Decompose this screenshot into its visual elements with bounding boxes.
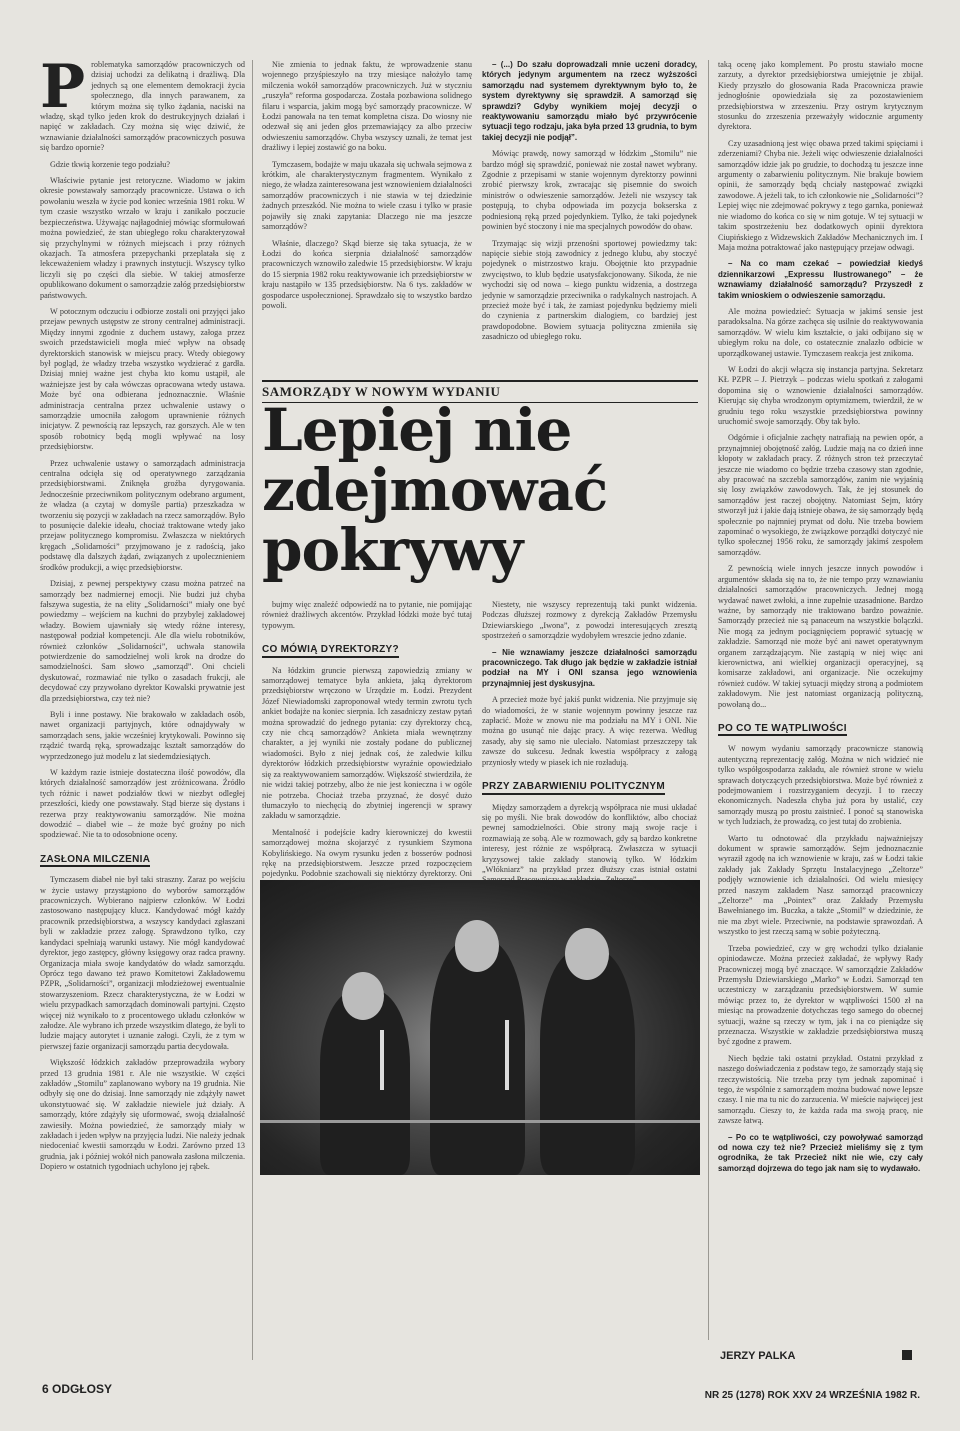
column-rule bbox=[252, 60, 253, 1360]
paragraph-quote: – Po co te wątpliwości, czy powoływać samorząd od nowa czy też nie? Przecież mieliśmy się z tym ogrodnika, że tak Przecież nikt nie wie, czy cały samorząd dojrzewa do tego jak nam się to wydawało. bbox=[718, 1132, 923, 1173]
photo-microphone bbox=[380, 1030, 384, 1090]
paragraph: Właściwie pytanie jest retoryczne. Wiadomo w jakim okresie powstawały samorządy pracownicze. Ustawa o ich powołaniu weszła w życie pod koniec września 1981 roku. W tym czasie wszystko wrzało w kraju i zanikało poczucie bezpieczeństwa. Używając najłagodniej mówiąc sformułowań można powiedzieć, że stan ubiegłego roku charakteryzował się przychylnymi w różnych miejscach i przy różnych okazjach. Ta atmosfera przepychanki przeplatała się z lekceważeniem władzy i prawnych instytucji. Wszyscy tylko liczyli się po części dla siebie. W takiej atmosferze opublikowano dokument o samorządzie załóg przedsiębiorstw państwowych. bbox=[40, 176, 245, 300]
photo-face bbox=[565, 928, 609, 980]
column-2-lower bbox=[262, 600, 472, 879]
page-label: 6 ODGŁOSY bbox=[42, 1382, 113, 1396]
dropcap: P bbox=[40, 52, 86, 122]
headline-line-1: Lepiej nie zdejmować bbox=[262, 396, 608, 524]
paragraph: Między samorządem a dyrekcją współpraca nie musi układać się po myśli. Nie brak dowodów do konfliktów, albo chociaż pewnej samodzielności. Obie strony mają swoje racje i rozmawiają ze sobą. Ale w rozmowach, gdy są bardzo konkretne interesy, jest różnie ze współpracą. Zwłaszcza w sytuacji kryzysowej takie zakłady stanowią tylko. W łódzkim „Włókniarz” na przykład przez dłuższy czas istniał ostatni bbox=[482, 802, 697, 874]
column-4 bbox=[718, 60, 923, 1345]
paragraph: Ale można powiedzieć: Sytuacja w jakimś sensie jest paradoksalna. Na górze zachęca się usilnie do reaktywowania samorządów. W wielu kim kształcie, o jaki odbijano się w ubiegłym roku na dole, co ostatecznie znalazło odbicie w uporządkowanej ustawie. Tymczasem reakcja jest znikoma. bbox=[718, 306, 923, 358]
paragraph: Czy uzasadnioną jest więc obawa przed takimi spięciami i zderzeniami? Chyba nie. Jeżeli więc odwieszenie działalności samorządów idzie jak po grudzie, to dochodzą tu jeszcze inne argumenty o zabarwieniu politycznym. Nie brakuje bowiem opinii, że samorządy będą chciały następować związki zawodowe. A jeżeli tak, to ich członkowie nie „Solidarności”? Lepiej więc nie zdejmować pokrywy z tego garnka, ponieważ nie wiadomo do końca co się w nim gotuje. W tej sytuacji w takim spostrzeżeniu bez dodatkowych opinii dyrektora Ciupińskiego z Widzewskich Zakładów Mechanicznych im. I Maja można potraktować jako następujący przejaw odwagi. bbox=[718, 138, 923, 252]
paragraph: W potocznym odczuciu i odbiorze zostali oni przyjęci jako przejaw pewnych ustępstw ze strony centralnej administracji. Między innymi zgodnie z duchem ustawy, załoga przez swoich przedstawicieli mogła mieć wpływ na obsadę dyrektorskich stanowisk w miejscu pracy. Wtedy obiegowy był pogląd, że władzy trzeba wszystko wydzierać z gardła. Dzisiaj mniej ważne jest chyba kto komu ustąpił, ale ważniejsze jest by cała wówczas opracowana wtedy ustawa. Może być ona odbierana jednoznacznie. Właśnie administracja centralna przez uchwalenie ustawy o samorządzie umocniła załogom uprawnienie różnych inicjatyw. Z pewnością raz lepszych, raz gorszych. Ale w ten sposób robotnicy będą mogli wpływać na losy przedsiębiorstw. bbox=[40, 306, 245, 452]
paragraph: taką ocenę jako komplement. Po prostu stawiało mocne zarzuty, a dyrektor przedsiębiorstwa umiejętnie je zbijał. Kiedy przyszło do głosowania Rada Pracownicza prawie jednogłośnie opowiedziała się za pozostawieniem przedsiębiorstwa w zrzeszeniu. Przy ostrym krytycznym stosunku do zrzeszenia przeważyły widocznie argumenty dyrektora. bbox=[718, 60, 923, 132]
paragraph: W nowym wydaniu samorządy pracownicze stanowią autentyczną reprezentację załóg. Można w nich widzieć nie tylko współgospodarza zakładu, ale również strone w wielu sprawach dotyczących przedsiębiorstwa. Może być również z podejmowaniem i rozstrzyganiem decyzji. I to rzeczy ekonomicznych. Nadeszła chyba już pora by ustalić, czy samorządy muszą po prostu zaistnieć. I ponoć są stanowiska w tych ludziach, że prowadzą, co jest tutaj do zrobienia. bbox=[718, 744, 923, 827]
photo-table bbox=[260, 1120, 700, 1123]
subheading-zabarwienie: PRZY ZABARWIENIU POLITYCZNYM bbox=[482, 782, 665, 794]
photo-figure bbox=[430, 940, 525, 1175]
paragraph-quote: – Nie wznawiamy jeszcze działalności samorządu pracowniczego. Tak długo jak będzie w zakładzie istniał podział na MY i ONI szansa jego wznowienia przynajmniej jest dyskusyjna. bbox=[482, 647, 697, 688]
end-mark-icon bbox=[902, 1350, 912, 1360]
paragraph: Dzisiaj, z pewnej perspektywy czasu można patrzeć na samorządy bez nadmiernej emocji. Nie budzi już chyba fałszywa sugestia, że na elity „Solidarności” miały one być powiedzmy – wejściem na kuchni do przybylej zakładowej władzy. Bowiem ujawniały się wtedy różne interesy, następował podział kompetencji. Ale dla wielu robotników, również członków „Solidarności”, uchwała stanowiła potwierdzenie do samodzielnej woli krok na drodze do samodzielności. Sam słowo „samorząd”. Oni chcieli dyskutować, rozmawiać nie tylko o zasadach frukcji, ale decydować czy przywołano dyrektor Kowalski prywatnie jest dla przedsiębiorstwa, czy też nie? bbox=[40, 579, 245, 703]
paragraph: Tymczasem diabeł nie był taki straszny. Zaraz po wejściu w życie ustawy przystąpiono do wyborów samorządów pracowniczych. Wybierano najpierw członków. W Łodzi zastosowano następujący klucz. Kandydować mógł każdy pracownik przedsiębiorstwa, a wszyscy kandydaci zgłaszani byli w zakładzie przez załogę. Sprawdzono tylko, czy kandydaci spełniają warunki ustawy. Nie mógł kandydować dyrektor, jego zastępcy, główny księgowy oraz radca prawny. Organizacja miała swoje kandydatów do władz samorządu. Oprócz tego dawano też prawo Komitetowi Zakładowemu PZPR, „Solidarności”, organizacji młodzieżowej ewentualnie stowarzyszeniom. Rzecz charakterystyczna, że w Łodzi w wielu przypadkach samorządach dominowali partyjni. Często więcej niż wynikało to z procentowego układu członków w załodze. Ale wybrano ich przede wszystkim dlatego, że byli to ludzie mający autorytet i uznanie załogi. Czyli, że z tym w pierwszej fazie organizacji samorządu partia decydowała. bbox=[40, 875, 245, 1051]
paragraph: A przecież może być jakiś punkt widzenia. Nie przyjmuje się do wiadomości, że w stanie wojennym powinny jeszcze raz zapłacić. Może w znowu nie ma podziału na MY i ONI. Nie można go usunąć nie dając pracy. A więc rezerwa. Według zasady, aby się samo nie uleciało. Natomiast przeszczepy tak zawsze do sukcesu. Jednak kwestia współpracy z załogą przyniosły wtedy w piasek ich nie rozładują. bbox=[482, 695, 697, 767]
subheading-watpliwosci: PO CO TE WĄTPLIWOŚCI bbox=[718, 724, 847, 736]
paragraph: roblematyka samorządów pracowniczych od dzisiaj uchodzi za delikatną i drażliwą. Dla jednych są one elementem demokracji życia społecznego, dla innych parawanem, za którym można się tylko żądania, naciski na władzę, skąd tylko jeden krok do destrukcyjnych działań i napięć w zakładach. Czy można się więc dziwić, że wznawianie działalności samorządów pracowniczych posuwa się bardzo opornie? bbox=[40, 60, 245, 153]
column-3-top bbox=[482, 60, 697, 370]
paragraph: Mówiąc prawdę, nowy samorząd w łódzkim „Stomilu” nie bardzo mógł się sprawdzić, ponieważ nie został nawet wybrany. Zgodnie z przepisami w stanie wojennym dyrektorzy powinni zrobić pierwszy krok, zwracając się pisemnie do swoich ministrów o odwieszenie samorządów. Jeżeli nie wszyscy tak postępują, to chyba odpowiada im pozycja bokserska z podniesioną ręką przed pojedynkiem. Tylko, że taki pojedynek powinien być stoczony i nie ma specjalnych powodów do obaw. bbox=[482, 149, 697, 232]
paragraph: W każdym razie istnieje dostateczna ilość powodów, dla których działalność samorządów jest zróżnicowana. Źródło tych różnic i nawet podziałów tkwi w niezbyt odległej przeszłości, kiedy one powstawały. Stąd bierze się dystans i rezerwa przy reaktywowaniu samorządów. Nie można dowodzić – diabeł wie – że może być groźny po nich spodziewać. Nie ta to odosobnione oceny. bbox=[40, 768, 245, 840]
author-byline: JERZY PALKA bbox=[720, 1350, 796, 1362]
column-rule bbox=[708, 60, 709, 1340]
paragraph: Gdzie tkwią korzenie tego podziału? bbox=[50, 159, 171, 169]
paragraph: Właśnie, dlaczego? Skąd bierze się taka sytuacja, że w Łodzi do końca sierpnia działalność samorządów pracowniczych wznowiło zaledwie 15 przedsiębiorstw. W kraju do 15 sierpnia 1982 roku reaktywowanie ich przedsiębiorstw w kraju nastąpiło w 135 przedsiębiorstw. Na 6 tys. zakładów w gospodarce uspołecznionej. Sprawdzało się to wszystko bardzo powoli. bbox=[262, 238, 472, 310]
paragraph-quote: – Na co mam czekać – powiedział kiedyś dziennikarzowi „Expressu Ilustrowanego” – że wznawiamy działalność samorządu? Przyszedł z takim wnioskiem o odwieszenie samorządu. bbox=[718, 259, 923, 300]
paragraph: Odgórnie i oficjalnie zachęty natrafiają na pewien opór, a przynajmniej obojętność załóg. Ludzie mają na co dzień inne kłopoty w zakładach pracy. Z różnych stron też przeczytać jeszcze nie wiadomo co będzie trzeba czasowy stan zgodnie, aby pracować na szczebla samorządów, zanim nie wyjaśnią się losy związków zawodowych. Tak, że jej stosunek do samorządów jest raczej obojętny. Natomiast Sejm, który stworzył już i jakie dają istnieje obawa, że się samorządy będą społecznie po najmniej prymat od dołu. Nie trzeba bowiem zapominać o wysokiego, że związkowe porządki dotyczyć nie tylko społecznej 1956 roku, że samorządy jakimś zespołem samorządów. bbox=[718, 433, 923, 557]
photo-face bbox=[455, 920, 499, 972]
article-kicker: SAMORZĄDY W NOWYM WYDANIU bbox=[262, 380, 698, 403]
paragraph: Niech będzie taki ostatni przykład. Ostatni przykład z naszego doświadczenia z podstaw tego, że samorządy stają się rzeczywistością. Nie trzeba przy tym jednak zapominać i tego, że wspólnie z samorządem można budować nowe lepsze czasy. I nie ma tu nic do zarzucenia. W mieście najwięcej jest samorządu. Cieszy to, że każda rada ma swoją pracę, nie zawsze łatwą. bbox=[718, 1053, 923, 1126]
paragraph: Z pewnością wiele innych jeszcze innych powodów i argumentów składa się na to, że nie tempo przy wznawianiu działalności samorządów pracowniczych. Jednej mogą wydawać nawet zwłoki, a inne zupełnie uzasadnione. Bardzo ważne, by samorządy nie traktowano bardzo poważnie. Samorządy przecież nie są panaceum na wszystkie bolączki. Nie mogą za jednym pociągnięciem poprawić sytuację w zakładzie. Samorząd nie może być ani nawet operatywnym organem zarządzającym. Nie zastąpią w niej więc ani kierownictwa, ani wielkiej organizacji operacyjnej, są komisarze zakładowi, ani organizacje. Nie oczekujmy również cudów. W takiej sytuacji między stroną a podmiotem zakładowym. Nie jest natomiast organizacją polityczną, powołaną do... bbox=[718, 564, 923, 709]
photo-figure bbox=[540, 950, 635, 1175]
paragraph: Trzymając się wizji przenośni sportowej powiedzmy tak: napięcie siebie stoją zawodnicy z jednego klubu, aby stoczyć pojedynek o mistrzostwo kraju. Obojętnie kto przypadnie zwycięstwo, to klub będzie usatysfakcjonowany. Sikoda, że nie wychodzi się od nowa – kiego punktu widzenia, a dostrzega jedynie w samorządzie przeciwnika o radykalnych nastrojach. A przecież może być i tak, że zamiast pojedynku będziemy mieli do czynienia z partnerskim dialogiem, co bardziej jest prawdopodobne. Bowiem sytuacja polityczna zmieniła się zasadniczo od ubiegłego roku. bbox=[482, 238, 697, 342]
paragraph-quote: – (...) Do szału doprowadzali mnie uczeni doradcy, których jedynym argumentem na rzecz wyższości samorządu nad systemem dyrektywnym było to, że system dyrektywny się sprawdził. A samorząd się sprawdzi? Gdyby wynikiem mojej decyzji o reaktywowaniu samorządu miało być przywrócenie sytuacji tego rodzaju, jaka była przed 13 grudnia, to bym takiej decyzji nie podjął”. bbox=[482, 60, 697, 142]
paragraph: Na łódzkim gruncie pierwszą zapowiedzią zmiany w samorządowej tematyce była ankieta, jaką dyrektorom przedsiębiorstw wręczono w Urzędzie m. Łodzi. Prezydent Józef Niewiadomski zaproponował wtedy termin zwrotu tych ankiet bodajże na koniec sierpnia. Ich zasadniczy zestaw pytań można sprowadzić do jednego pytania: czy dyrektorzy chcą, czy nie chcą samorządów? Ankieta miała wewnętrzny charakter, a jej wyniki nie zostały podane do publicznej wiadomości. Było z niej jednak coś, że zaledwie kilku dyrektorów łódzkich przedsiębiorstw wyraźnie opowiedziało się za reaktywowaniem samorządów. Większość stwierdziła, że nie widzi takiej potrzeby, albo że nie jest konieczna i w ogóle nie potrzeba. Chociaż trzeba przyznać, że dosyć dużo tłumaczyło to niechęcią do zbytniej ingerencji w sprawy zakładu w samorządzie. bbox=[262, 665, 472, 821]
paragraph: Byli i inne postawy. Nie brakowało w zakładach osób, nawet organizacji partyjnych, które odnajdywały w samorządach sens, jakie wcześniej krytykowali. Powinno się rządzić twardą ręką, sprowadzając kształt samorządów do wyprzedzonego już modelu z lat siedemdziesiątych. bbox=[40, 709, 245, 761]
paragraph: Tymczasem, bodajże w maju ukazała się uchwała sejmowa z krótkim, ale charakterystycznym fragmentem. Wynikało z niego, że władza zainteresowana jest wznowieniem działalności samorządów pracowniczych i nie stawia w tej dziedzinie żadnych przeszkód. Nie można to wiele czasu i tylko w prasie pojawiły się znaki zapytania: Dlaczego nie ma jeszcze samorządów? bbox=[262, 159, 472, 232]
paragraph: Mentalność i podejście kadry kierowniczej do kwestii samorządowej można skojarzyć z rysunkiem Szymona Kobylińskiego. Na owym rysunku jeden z bosserów podnosi rękę na przedsiębiorstwem. Jeszcze przed rozpoczęciem pojedynku. Podobnie szachowali się niektórzy dyrektorzy. Oni bbox=[262, 827, 472, 879]
subheading-zaslona: ZASŁONA MILCZENIA bbox=[40, 855, 150, 867]
paragraph: Trzeba powiedzieć, czy w grę wchodzi tylko działanie opiniodawcze. Można przecież zakładać, że wpływy Rady Pracowniczej mogą być znaczące. W samorządzie Zakładów Przemysłu Dziewiarskiego „Marko” w Łodzi. Samorząd ten uczestniczy w zarządzaniu przedsiębiorstwem. W sumie mówiąc przez to, że dyrektor w wątpliwości 1500 zł na miesiąc na prowadzenie dotychczas tego samego do obecnej sytuacji, ważne są rzeczy w tym, jak i na co pieniądze się przeznacza. Wszystkie w zakładzie przedsiębiorstwa muszą być zgodne z prawem. bbox=[718, 943, 923, 1047]
column-2-top bbox=[262, 60, 472, 370]
column-1 bbox=[40, 52, 245, 1370]
photo-meeting bbox=[260, 880, 700, 1175]
paragraph: Większość łódzkich zakładów przeprowadziła wybory przed 13 grudnia 1981 r. Ale nie wszystkie. W części zakładów „Stomilu” zaplanowano wybory na 19 grudnia. Nie odbyły się one do dzisiaj. Inne samorządy nie zdążyły nawet ukonstytuować się. W zakładzie niewiele już działy. A samorządy, które zdążyły się uformować, swoją działalność zawiesiły. Można powiedzieć, że samorządy miały w zakładach i jeden wpływ na przyjęcia ludzi. Nie należy jednak niedoceniać kwestii samorządu w Łodzi. Zarówno przed 13 grudnia, jak i później wokół nich panowała zasłona milczenia. Dopiero w ostatnich tygodniach uchylono jej rąbek. bbox=[40, 1058, 245, 1172]
subheading-dyrektorzy: CO MÓWIĄ DYREKTORZY? bbox=[262, 645, 399, 657]
photo-face bbox=[342, 972, 384, 1020]
headline bbox=[262, 396, 702, 584]
paragraph: Nie zmienia to jednak faktu, że wprowadzenie stanu wojennego przyśpieszyło na trzy miesiące nałożyło tamę milczenia wokół samorządów pracowniczych. Już w styczniu „ruszyła” reforma gospodarcza. Została pozbawiona solidnego filaru i wsparcia, jakim mogą być samorządy pracownicze. W Łodzi panowała na ten temat kompletna cisza. Do wiosny nie odezwał się ani jeden głos przemawiający za albo przeciw odwieszeniu samorządów. Chyba wszyscy uznali, że temat jest drażliwy i lepiej zostawić go na boku. bbox=[262, 60, 472, 153]
paragraph: W Łodzi do akcji włącza się instancja partyjna. Sekretarz KŁ PZPR – J. Pietrzyk – podczas wielu spotkań z załogami dopomina się o wznowienie działalności samorządów. Kierując się chyba wrodzonym optymizmem, twierdził, że w grudniu tego roku wszystkie przedsiębiorstwa powinny uruchomić swoje samorządy. Oby tak było. bbox=[718, 364, 923, 426]
headline-line-2: pokrywy bbox=[262, 516, 523, 584]
issue-info: NR 25 (1278) ROK XXV 24 WRZEŚNIA 1982 R. bbox=[704, 1390, 920, 1401]
column-3-lower bbox=[482, 600, 697, 872]
paragraph: Niestety, nie wszyscy reprezentują taki punkt widzenia. Podczas dłuższej rozmowy z dyrekcją Zakładów Przemysłu Dziewiarskiego „Iwona”, z powodzi interesujących zresztą spostrzeżeń o samorządzie wydobyłem wreszcie jedno zdanie. bbox=[482, 600, 697, 641]
paragraph: bujmy więc znaleźć odpowiedź na to pytanie, nie pomijając również drażliwych akcentów. Przykład łódzki może być tutaj typowym. bbox=[262, 600, 472, 630]
photo-microphone bbox=[505, 1020, 509, 1090]
paragraph: Przez uchwalenie ustawy o samorządach administracja centralna odcięła się od operatywnego zarządzania przedsiębiorstwami. Zniknęła groźba dyrygowania. Jednocześnie przeciwnikom politycznym odebrano argument, że władza (a czytaj w domyśle partia) przeszkadza w tworzeniu się pozycji w zakładach na rzecz samorządów. Było to posunięcie dalekie ideału, chociaż traktowane wtedy jako przejaw politycznego kompromisu. Zwłaszcza w niektórych kręgach „Solidarności” przyjmowano je z radością, jako podstawę dla dalszych żądań, związanych z upolecznieniem środków produkcji, a więc przedsiębiorstw. bbox=[40, 458, 245, 572]
paragraph: Warto tu odnotować dla przykładu najważniejszy dokument w sprawie samorządów. Sejm jednoznacznie wyraził zgodę na ich wznowienie w kraju, zaś w Łodzi takie zakłady jak Zakłady Sprzętu Instalacyjnego „Zeltorze” podjęły wznowienie ich działalności. Od wielu miesięcy przed naszym zakładem Nasz samorząd pracowniczy „Zeltorze” ma „Pointex” oraz Zakłady Przemysłu Bawełnianego im. Buczka, a także „Stomil” w dziedzinie, że nie ma zbyt wiele. Przeciwnie, na podstawie sprawozdań. A wszystko to jest rzeczą samą w sobie pożyteczną. bbox=[718, 833, 923, 937]
